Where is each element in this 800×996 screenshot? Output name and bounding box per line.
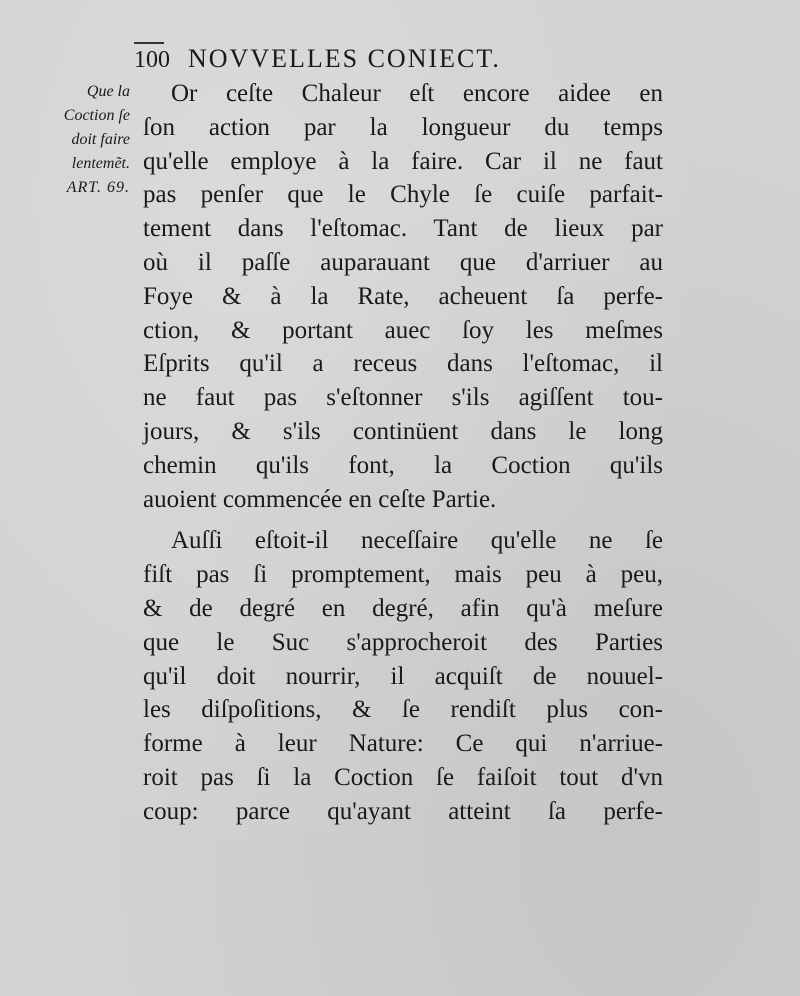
paragraph-2 (143, 524, 663, 828)
text-line: Auſſi eſtoit-il neceſſaire qu'elle ne ſe (171, 527, 663, 555)
text-line: qu'elle employe à la faire. Car il ne faut (143, 147, 663, 175)
text-line: que le Suc s'approcheroit des Parties (143, 628, 663, 656)
text-line: les diſpoſitions, & ſe rendiſt plus con- (143, 696, 663, 724)
text-line: où il paſſe auparauant que d'arriuer au (143, 248, 663, 276)
text-line: Foye & à la Rate, acheuent ſa perfe- (143, 282, 663, 310)
margin-note-line: Que la (86, 83, 130, 100)
paragraph-gap (143, 516, 663, 524)
text-line: fiſt pas ſi promptement, mais peu à peu, (143, 561, 663, 589)
text-line: chemin qu'ils font, la Coction qu'ils (143, 451, 663, 479)
text-line: tement dans l'eſtomac. Tant de lieux par (143, 215, 663, 243)
running-head: NOVVELLES CONIECT. (188, 44, 501, 73)
text-line: ne faut pas s'eſtonner s'ils agiſſent tou- (143, 384, 663, 412)
text-line: auoient commencée en ceſte Partie. (143, 485, 497, 513)
margin-note-line: doit faire (71, 131, 130, 148)
text-line: forme à leur Nature: Ce qui n'arriue- (143, 730, 663, 758)
text-line: ction, & portant auec ſoy les meſmes (143, 316, 663, 344)
text-line: & de degré en degré, afin qu'à meſure (143, 594, 663, 622)
margin-note-line: ART. 69. (66, 179, 130, 196)
text-line: coup: parce qu'ayant atteint ſa perfe- (143, 797, 663, 825)
margin-note (30, 80, 130, 200)
text-line: Or ceſte Chaleur eſt encore aidee en (171, 80, 663, 107)
margin-note-line: lentemẽt. (71, 155, 130, 172)
text-line: qu'il doit nourrir, il acquiſt de nouuel- (143, 662, 663, 690)
margin-note-line: Coction ſe (63, 107, 130, 124)
text-line: roit pas ſi la Coction ſe faiſoit tout d'vn (143, 763, 663, 791)
text-line: jours, & s'ils continüent dans le long (143, 417, 663, 445)
body-text (143, 77, 663, 829)
page-number: 100 (134, 47, 170, 73)
text-line: Eſprits qu'il a receus dans l'eſtomac, il (143, 350, 663, 378)
text-line: pas penſer que le Chyle ſe cuiſe parfait- (143, 181, 663, 209)
paragraph-1 (143, 77, 663, 516)
text-line: ſon action par la longueur du temps (143, 113, 663, 141)
